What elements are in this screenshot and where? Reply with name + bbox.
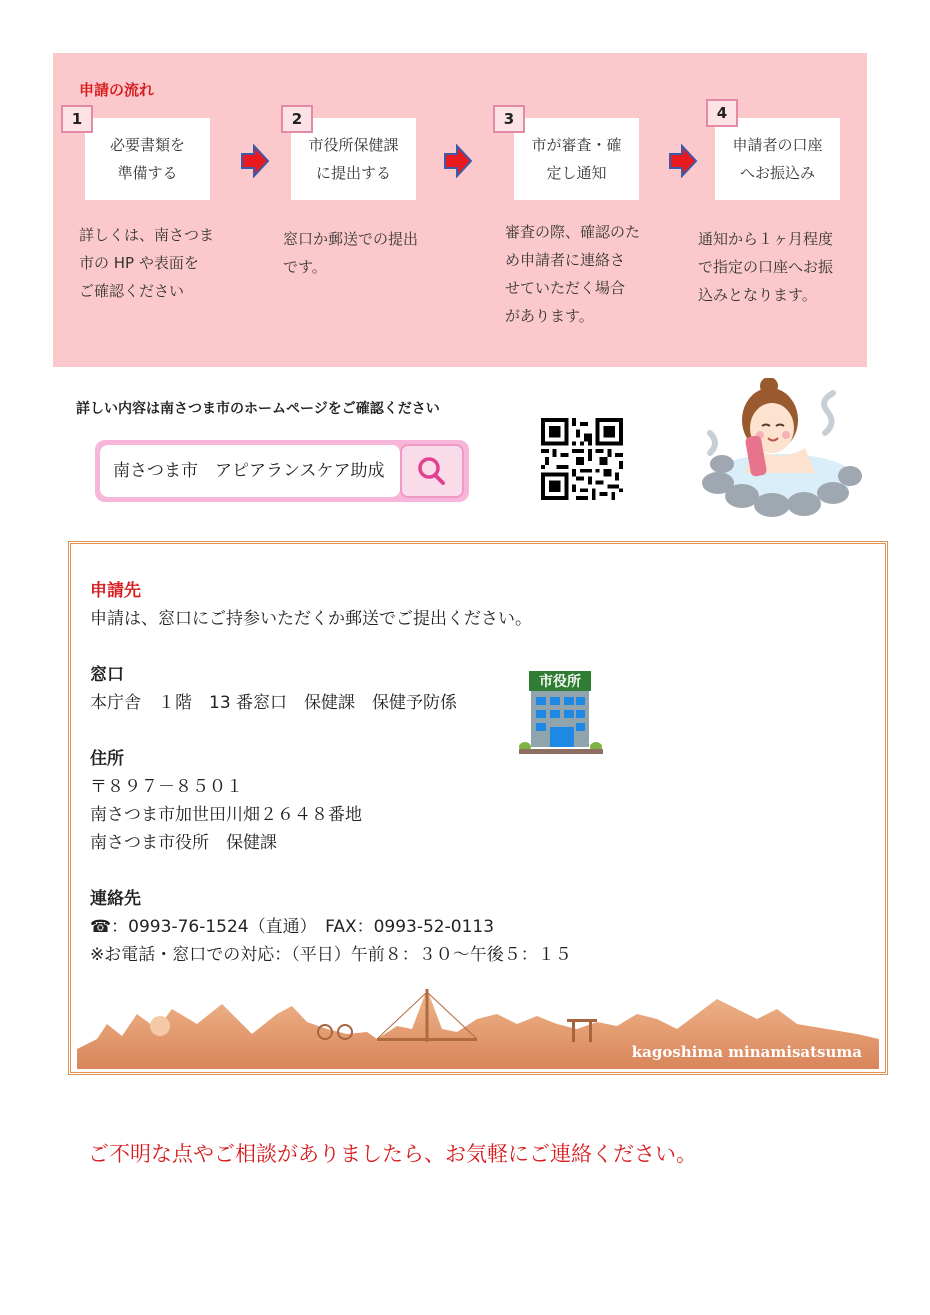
step-3-line2: 定し通知 xyxy=(546,164,607,182)
postal-code: 〒８９７－８５０１ xyxy=(90,777,243,797)
step-4-description xyxy=(698,225,858,309)
step-2-description xyxy=(283,225,443,281)
step-4-desc-line: 通知から１ヶ月程度 xyxy=(698,230,834,248)
application-info-box xyxy=(68,541,888,1075)
step-2-desc-line: 窓口か郵送での提出 xyxy=(283,230,419,248)
contact-heading: 連絡先 xyxy=(90,889,141,909)
search-button[interactable] xyxy=(400,444,464,498)
step-2-line1: 市役所保健課 xyxy=(308,136,399,154)
search-input[interactable]: 南さつま市 アピアランスケア助成 xyxy=(100,445,400,497)
step-2-line2: に提出する xyxy=(315,164,391,182)
step-1-desc-line: ご確認ください xyxy=(79,282,185,300)
step-1-line1: 必要書類を xyxy=(109,136,185,154)
banner-text: kagoshima minamisatsuma xyxy=(631,1043,862,1061)
step-1-number: 1 xyxy=(61,105,93,133)
step-4-box xyxy=(715,118,840,200)
application-flow-panel xyxy=(53,53,867,367)
step-3-box xyxy=(514,118,639,200)
homepage-note: 詳しい内容は南さつま市のホームページをご確認ください xyxy=(76,401,440,417)
step-3-number: 3 xyxy=(493,105,525,133)
search-box xyxy=(95,440,469,502)
window-heading: 窓口 xyxy=(90,665,124,685)
apply-intro: 申請は、窓口にご持参いただくか郵送でご提出ください。 xyxy=(90,609,532,629)
onsen-woman-illustration xyxy=(700,378,865,528)
minamisatsuma-skyline-banner xyxy=(77,984,879,1069)
apply-heading: 申請先 xyxy=(90,581,141,601)
step-2-number: 2 xyxy=(281,105,313,133)
step-1-description xyxy=(79,221,239,305)
office-hours: ※お電話・窓口での対応：（平日）午前８：３０～午後５：１５ xyxy=(90,945,572,965)
search-icon xyxy=(402,446,462,496)
step-3-desc-line: があります。 xyxy=(505,307,594,325)
step-3-description xyxy=(505,218,665,330)
step-3-desc-line: め申請者に連絡さ xyxy=(505,251,626,269)
step-3-line1: 市が審査・確 xyxy=(531,136,622,154)
step-1-desc-line: 詳しくは、南さつま xyxy=(79,226,215,244)
step-3-desc-line: 審査の際、確認のた xyxy=(505,223,641,241)
step-3-desc-line: せていただく場合 xyxy=(505,279,626,297)
office-name: 南さつま市役所 保健課 xyxy=(90,833,277,853)
step-4-number: 4 xyxy=(706,99,738,127)
step-4-desc-line: 込みとなります。 xyxy=(698,286,817,304)
step-4-desc-line: で指定の口座へお振 xyxy=(698,258,834,276)
phone-fax: ☎：0993-76-1524（直通） FAX：0993-52-0113 xyxy=(90,917,495,937)
arrow-right-icon xyxy=(240,144,270,178)
address-heading: 住所 xyxy=(90,749,124,769)
step-4-line1: 申請者の口座 xyxy=(732,136,823,154)
step-1-desc-line: 市の HP や表面を xyxy=(79,254,199,272)
city-hall-icon xyxy=(519,669,603,755)
step-2-desc-line: です。 xyxy=(283,258,327,276)
city-hall-sign: 市役所 xyxy=(539,674,581,690)
arrow-right-icon xyxy=(668,144,698,178)
window-text: 本庁舎 １階 13 番窓口 保健課 保健予防係 xyxy=(90,693,458,713)
address-text: 南さつま市加世田川畑２６４８番地 xyxy=(90,805,362,825)
step-1-line2: 準備する xyxy=(117,164,178,182)
step-1-box xyxy=(85,118,210,200)
qr-code xyxy=(541,418,623,500)
arrow-right-icon xyxy=(443,144,473,178)
footer-message: ご不明な点やご相談がありましたら、お気軽にご連絡ください。 xyxy=(88,1142,697,1166)
step-4-line2: へお振込み xyxy=(739,164,815,182)
flow-title: 申請の流れ xyxy=(79,81,155,99)
